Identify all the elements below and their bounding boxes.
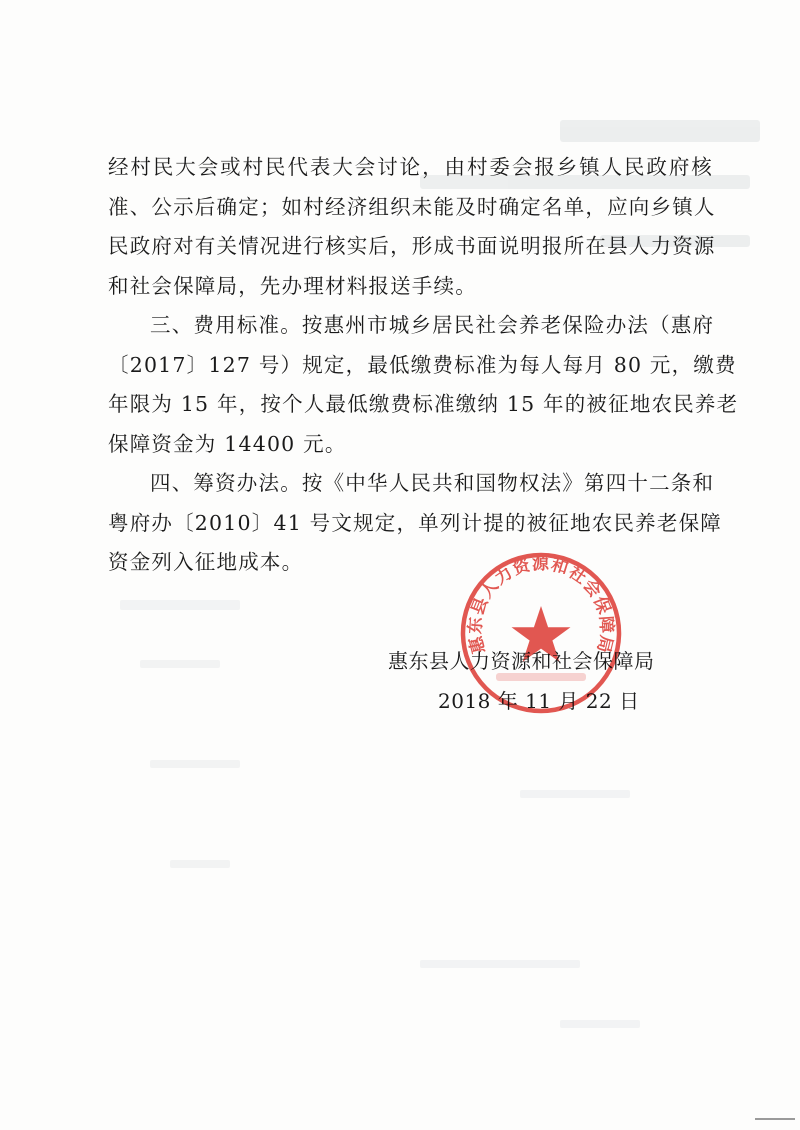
document-body xyxy=(108,148,739,583)
issuer-name: 惠东县人力资源和社会保障局 xyxy=(388,649,655,673)
seal-star xyxy=(512,606,571,662)
page-edge-mark xyxy=(755,1118,795,1120)
text-line: 和社会保障局，先办理材料报送手续。 xyxy=(108,273,477,298)
text-line: 粤府办〔2010〕41 号文规定，单列计提的被征地农民养老保障 xyxy=(108,510,722,535)
text-line: 四、筹资办法。按《中华人民共和国物权法》第四十二条和 xyxy=(150,471,715,495)
text-line: 民政府对有关情况进行核实后，形成书面说明报所在县人力资源 xyxy=(108,234,716,258)
text-line: 准、公示后确定；如村经济组织未能及时确定名单，应向乡镇人 xyxy=(108,194,716,219)
issue-date: 2018 年 11 月 22 日 xyxy=(438,689,640,713)
text-line: 三、费用标准。按惠州市城乡居民社会养老保险办法（惠府 xyxy=(150,313,715,337)
paragraph-continuation xyxy=(108,148,716,306)
text-line: 〔2017〕127 号）规定，最低缴费标准为每人每月 80 元，缴费 xyxy=(108,352,737,377)
svg-text:惠东县人力资源和社会保障局: 惠东县人力资源和社会保障局 xyxy=(465,554,617,656)
paragraph-section-three xyxy=(108,306,739,464)
text-line: 保障资金为 14400 元。 xyxy=(108,431,347,456)
text-line: 年限为 15 年，按个人最低缴费标准缴纳 15 年的被征地农民养老 xyxy=(108,392,739,416)
official-seal xyxy=(456,548,626,718)
text-line: 经村民大会或村民代表大会讨论，由村委会报乡镇人民政府核 xyxy=(108,155,713,179)
text-line: 资金列入征地成本。 xyxy=(108,550,304,574)
